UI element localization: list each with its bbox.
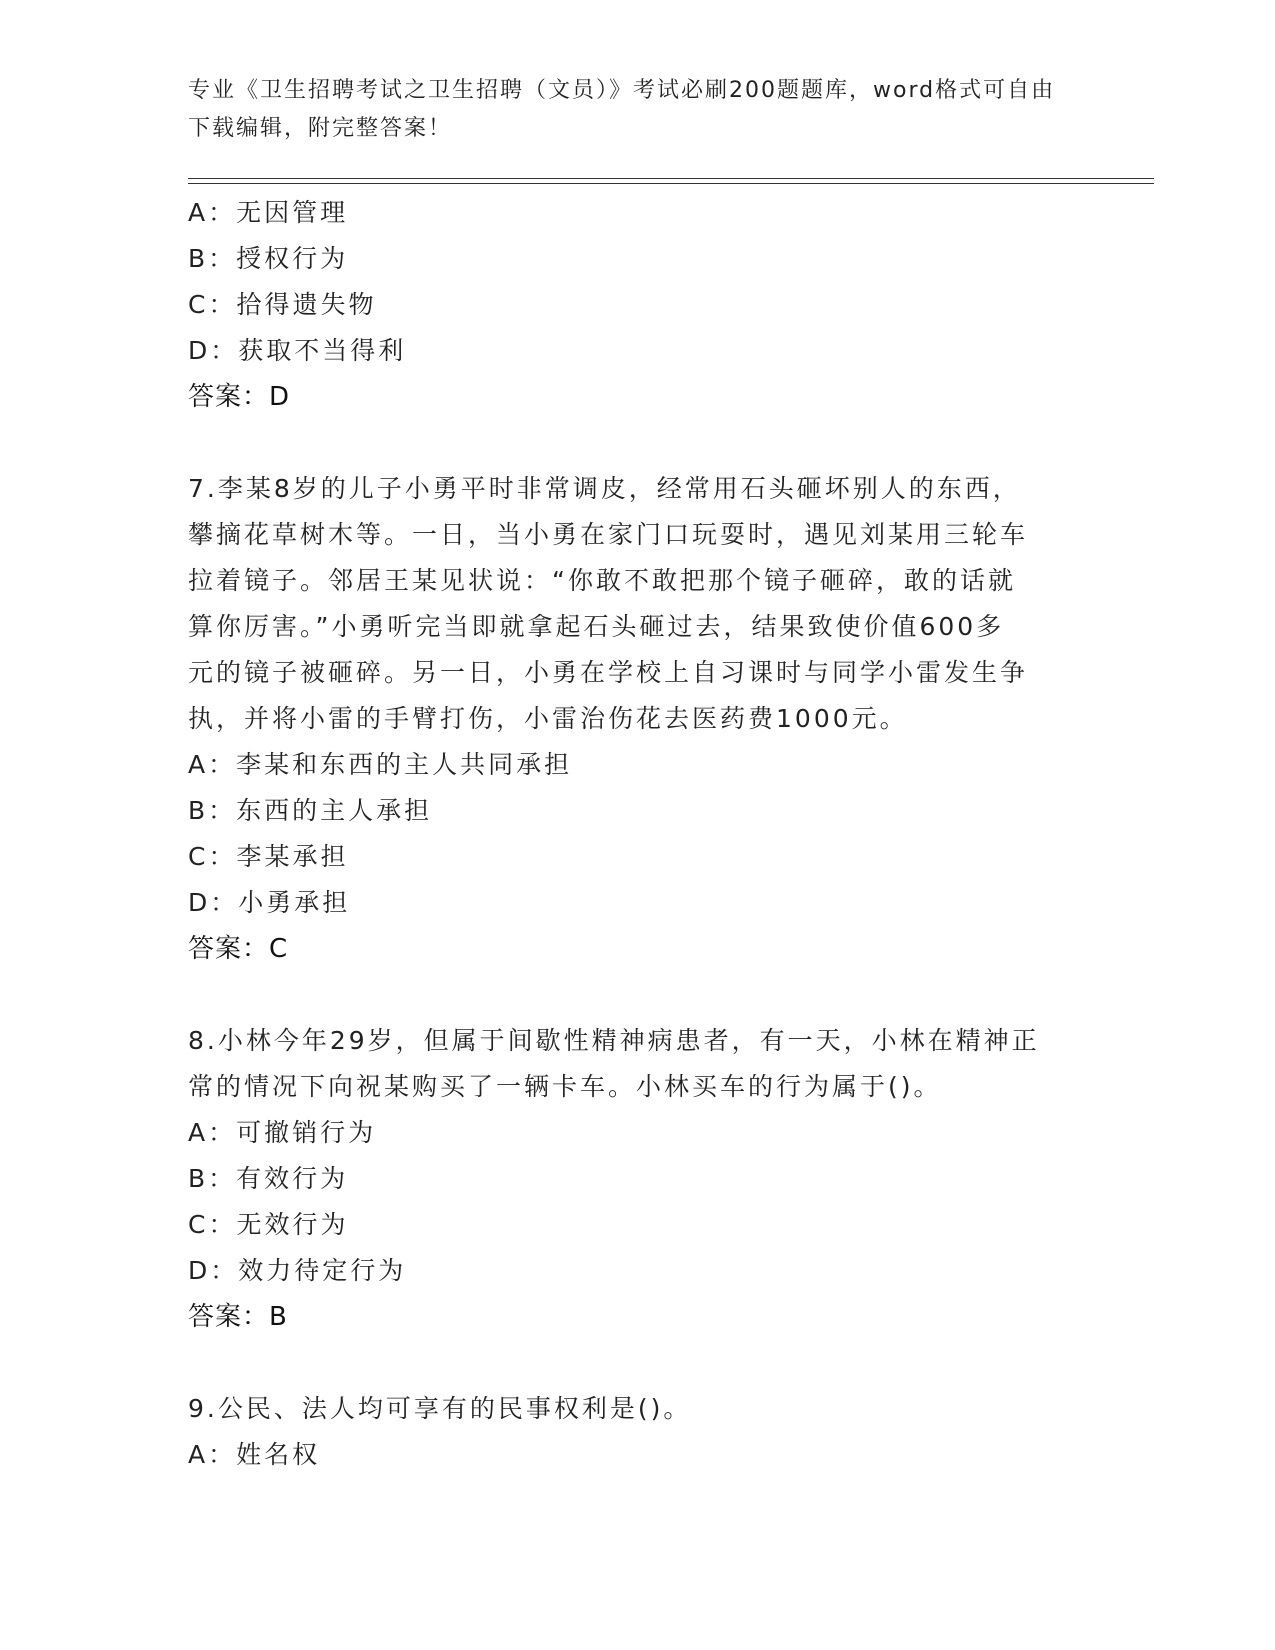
question-line: 执，并将小雷的手臂打伤，小雷治伤花去医药费1000元。 <box>188 704 908 733</box>
question-9-options <box>188 1432 1088 1478</box>
question-7-answer: 答案：C <box>188 934 289 964</box>
option-a: A：无因管理 <box>188 198 349 227</box>
option-a: A：可撤销行为 <box>188 1118 377 1147</box>
option-b: B：有效行为 <box>188 1164 349 1193</box>
question-8-answer: 答案：B <box>188 1302 288 1332</box>
question-line: 算你厉害。”小勇听完当即就拿起石头砸过去，结果致使价值600多 <box>188 612 1005 641</box>
question-6-options <box>188 190 1088 374</box>
question-line: 拉着镜子。邻居王某见状说：“你敢不敢把那个镜子砸碎，敢的话就 <box>188 566 1016 595</box>
spacer <box>188 420 1088 466</box>
option-d: D：效力待定行为 <box>188 1256 407 1285</box>
header-rule-bottom <box>188 183 1154 184</box>
spacer <box>188 972 1088 1018</box>
document-content <box>188 190 1088 1478</box>
option-a: A：姓名权 <box>188 1440 321 1469</box>
option-c: C：无效行为 <box>188 1210 349 1239</box>
spacer <box>188 1340 1088 1386</box>
option-b: B：东西的主人承担 <box>188 796 433 825</box>
option-c: C：拾得遗失物 <box>188 290 377 319</box>
header-rule-top <box>188 178 1154 179</box>
question-8-text <box>188 1018 1068 1110</box>
option-d: D：获取不当得利 <box>188 336 407 365</box>
question-line: 7.李某8岁的儿子小勇平时非常调皮，经常用石头砸坏别人的东西， <box>188 474 1021 503</box>
question-line: 元的镜子被砸碎。另一日，小勇在学校上自习课时与同学小雷发生争 <box>188 658 1029 687</box>
question-7-text <box>188 466 1068 742</box>
question-line: 常的情况下向祝某购买了一辆卡车。小林买车的行为属于()。 <box>188 1072 942 1101</box>
option-a: A：李某和东西的主人共同承担 <box>188 750 573 779</box>
question-6-answer: 答案：D <box>188 382 291 412</box>
document-header: 专业《卫生招聘考试之卫生招聘（文员）》考试必刷200题题库，word格式可自由下载编辑，附完整答案！ <box>188 78 1056 141</box>
question-line: 攀摘花草树木等。一日，当小勇在家门口玩耍时，遇见刘某用三轮车 <box>188 520 1029 549</box>
question-line: 9.公民、法人均可享有的民事权利是()。 <box>188 1394 692 1423</box>
question-line: 8.小林今年29岁，但属于间歇性精神病患者，有一天，小林在精神正 <box>188 1026 1040 1055</box>
question-9-text <box>188 1386 1068 1432</box>
question-8-options <box>188 1110 1088 1294</box>
question-7-options <box>188 742 1088 926</box>
option-c: C：李某承担 <box>188 842 349 871</box>
option-b: B：授权行为 <box>188 244 349 273</box>
option-d: D：小勇承担 <box>188 888 351 917</box>
